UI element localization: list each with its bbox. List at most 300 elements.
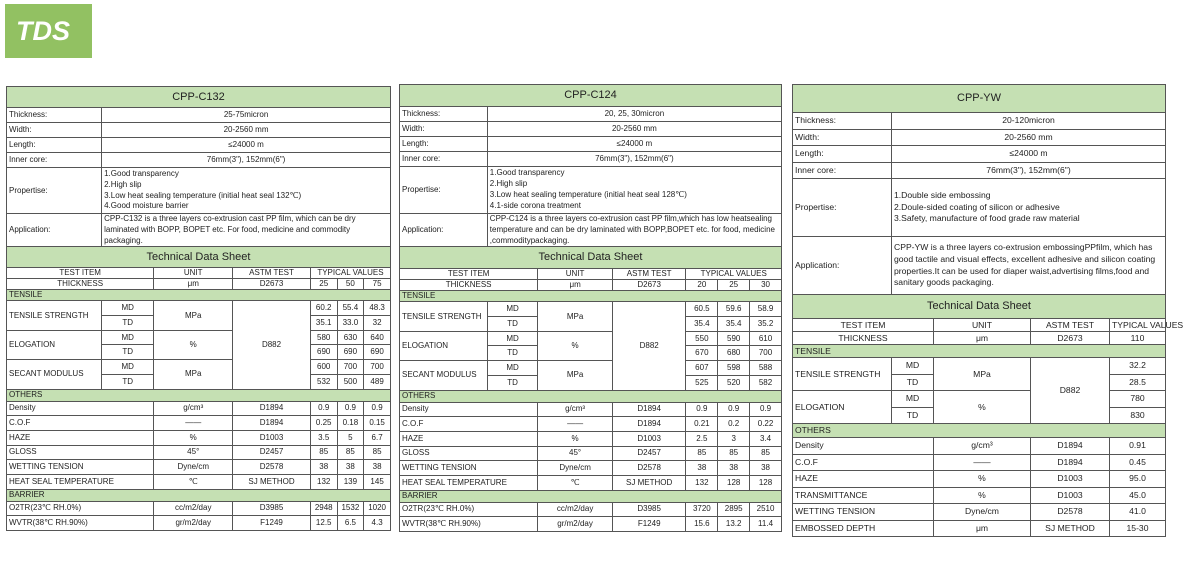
- title-row: [400, 85, 782, 107]
- tensile-item-name: TENSILE STRENGTH: [793, 358, 892, 391]
- others-row: [7, 416, 391, 431]
- header-unit: UNIT: [154, 268, 233, 279]
- tensile-md-value: 55.4: [337, 301, 364, 316]
- others-row: [7, 401, 391, 416]
- barrier-row: [7, 501, 391, 516]
- barrier-value: 2895: [718, 502, 750, 517]
- application-text: CPP-C124 is a three layers co-extrusion cast PP film,which has low heatsealing temperature and can be dry laminated with BOPP,BOPET etc. for food, medicine ,commoditypackaging.: [487, 214, 781, 247]
- section-row: [400, 291, 782, 302]
- others-unit: 45°: [538, 446, 613, 461]
- direction-md: MD: [487, 331, 537, 346]
- tensile-md-value: 32.2: [1110, 358, 1166, 375]
- others-value: 0.15: [364, 416, 391, 431]
- tensile-unit: MPa: [934, 358, 1031, 391]
- others-astm: D1894: [612, 402, 686, 417]
- others-row: [400, 446, 782, 461]
- others-value: 38: [310, 460, 337, 475]
- application-label: Application:: [7, 214, 102, 247]
- tensile-md-value: 610: [750, 331, 782, 346]
- others-unit: ——: [154, 416, 233, 431]
- others-item-name: WETTING TENSION: [793, 504, 934, 521]
- barrier-value: 1020: [364, 501, 391, 516]
- header-unit: UNIT: [934, 319, 1031, 332]
- tensile-md-value: 640: [364, 330, 391, 345]
- others-unit: ℃: [154, 474, 233, 489]
- barrier-value: 15.6: [686, 517, 718, 532]
- others-item-name: Density: [400, 402, 538, 417]
- tensile-td-value: 690: [337, 345, 364, 360]
- application-row: [7, 214, 391, 247]
- others-item-name: HAZE: [793, 471, 934, 488]
- section-barrier: BARRIER: [400, 490, 782, 502]
- spec-value: ≤24000 m: [892, 146, 1166, 163]
- header-test-item: TEST ITEM: [400, 269, 538, 280]
- datasheet-table: [399, 84, 782, 532]
- others-value: 0.9: [337, 401, 364, 416]
- title-row: [793, 85, 1166, 113]
- thickness-astm: D2673: [1031, 332, 1110, 345]
- spec-label: Length:: [7, 138, 102, 153]
- others-value: 132: [310, 474, 337, 489]
- tensile-astm: D882: [612, 302, 686, 390]
- thickness-value: 110: [1110, 332, 1166, 345]
- others-item-name: HAZE: [400, 431, 538, 446]
- section-barrier: BARRIER: [7, 489, 391, 501]
- product-title: CPP-C132: [7, 87, 391, 108]
- spec-row: [7, 123, 391, 138]
- tensile-unit: MPa: [538, 302, 613, 331]
- datasheet-panel: [792, 84, 1183, 537]
- tensile-astm: D882: [233, 301, 311, 389]
- others-item-name: HEAT SEAL TEMPERATURE: [7, 474, 154, 489]
- propertise-row: [400, 167, 782, 214]
- thickness-row: [7, 279, 391, 290]
- others-astm: D1003: [1031, 471, 1110, 488]
- header-typical-values: TYPICAL VALUES: [310, 268, 390, 279]
- others-value: 0.9: [686, 402, 718, 417]
- others-value: 3.5: [310, 430, 337, 445]
- others-astm: D1894: [612, 417, 686, 432]
- others-unit: %: [538, 431, 613, 446]
- others-row: [793, 438, 1166, 455]
- barrier-astm: F1249: [612, 517, 686, 532]
- spec-value: 76mm(3"), 152mm(6"): [892, 162, 1166, 179]
- others-value: 85: [686, 446, 718, 461]
- barrier-item-name: O2TR(23℃ RH.0%): [7, 501, 154, 516]
- others-astm: D2578: [612, 461, 686, 476]
- others-astm: D1894: [233, 401, 311, 416]
- thickness-label: THICKNESS: [400, 280, 538, 291]
- tds-title: Technical Data Sheet: [7, 247, 391, 268]
- tensile-md-value: 60.5: [686, 302, 718, 317]
- tensile-md-value: 59.6: [718, 302, 750, 317]
- others-astm: D2578: [233, 460, 311, 475]
- direction-md: MD: [102, 360, 154, 375]
- thickness-value: 25: [310, 279, 337, 290]
- barrier-row: [400, 517, 782, 532]
- propertise-label: Propertise:: [7, 168, 102, 214]
- section-row: [793, 424, 1166, 438]
- direction-td: TD: [487, 346, 537, 361]
- others-item-name: EMBOSSED DEPTH: [793, 520, 934, 537]
- propertise-item: 4.Good moisture barrier: [104, 201, 189, 211]
- tensile-td-value: 35.4: [718, 317, 750, 332]
- tensile-astm: D882: [1031, 358, 1110, 424]
- others-value: 85: [364, 445, 391, 460]
- others-unit: ℃: [538, 475, 613, 490]
- others-value: 41.0: [1110, 504, 1166, 521]
- datasheet-table: [6, 86, 391, 531]
- tensile-td-value: 830: [1110, 407, 1166, 424]
- tds-title: Technical Data Sheet: [793, 295, 1166, 319]
- propertise-item: 1.Double side embossing: [894, 190, 991, 201]
- others-astm: SJ METHOD: [1031, 520, 1110, 537]
- tensile-item-name: ELOGATION: [7, 330, 102, 359]
- others-unit: μm: [934, 520, 1031, 537]
- tensile-td-value: 35.2: [750, 317, 782, 332]
- tds-badge: TDS: [5, 4, 92, 58]
- tensile-item-name: SECANT MODULUS: [400, 361, 488, 390]
- spec-value: 20-2560 mm: [892, 129, 1166, 146]
- others-astm: D1894: [1031, 438, 1110, 455]
- tensile-md-value: 58.9: [750, 302, 782, 317]
- tensile-md-value: 700: [337, 360, 364, 375]
- others-value: 85: [310, 445, 337, 460]
- others-row: [793, 520, 1166, 537]
- section-tensile: TENSILE: [7, 290, 391, 301]
- spec-row: [7, 153, 391, 168]
- others-item-name: WETTING TENSION: [7, 460, 154, 475]
- barrier-item-name: WVTR(38℃ RH.90%): [7, 516, 154, 531]
- others-item-name: C.O.F: [7, 416, 154, 431]
- spec-row: [400, 137, 782, 152]
- thickness-astm: D2673: [612, 280, 686, 291]
- tensile-md-value: 600: [310, 360, 337, 375]
- others-value: 0.18: [337, 416, 364, 431]
- others-row: [7, 460, 391, 475]
- others-astm: D1894: [233, 416, 311, 431]
- tensile-td-value: 670: [686, 346, 718, 361]
- others-value: 85: [750, 446, 782, 461]
- spec-value: 20, 25, 30micron: [487, 107, 781, 122]
- tensile-md-value: 48.3: [364, 301, 391, 316]
- propertise-item: 1.Good transparency: [489, 168, 565, 178]
- tensile-unit: %: [934, 391, 1031, 424]
- direction-md: MD: [487, 361, 537, 376]
- spec-value: ≤24000 m: [102, 138, 391, 153]
- barrier-unit: gr/m2/day: [538, 517, 613, 532]
- tensile-item-name: ELOGATION: [793, 391, 892, 424]
- others-item-name: HAZE: [7, 430, 154, 445]
- others-value: 128: [718, 475, 750, 490]
- spec-value: ≤24000 m: [487, 137, 781, 152]
- thickness-label: THICKNESS: [793, 332, 934, 345]
- others-value: 38: [686, 461, 718, 476]
- section-others: OTHERS: [400, 390, 782, 402]
- thickness-astm: D2673: [233, 279, 311, 290]
- section-others: OTHERS: [793, 424, 1166, 438]
- others-row: [7, 430, 391, 445]
- spec-label: Inner core:: [7, 153, 102, 168]
- others-item-name: C.O.F: [400, 417, 538, 432]
- thickness-unit: μm: [154, 279, 233, 290]
- others-astm: D1003: [233, 430, 311, 445]
- section-row: [7, 389, 391, 401]
- others-value: 0.9: [750, 402, 782, 417]
- others-unit: Dyne/cm: [538, 461, 613, 476]
- thickness-value: 25: [718, 280, 750, 291]
- direction-td: TD: [487, 375, 537, 390]
- thickness-unit: μm: [934, 332, 1031, 345]
- spec-row: [793, 113, 1166, 130]
- others-row: [7, 445, 391, 460]
- others-row: [400, 402, 782, 417]
- barrier-unit: cc/m2/day: [154, 501, 233, 516]
- others-unit: %: [934, 471, 1031, 488]
- tensile-md-value: 607: [686, 361, 718, 376]
- others-unit: %: [154, 430, 233, 445]
- spec-row: [7, 108, 391, 123]
- barrier-astm: D3985: [612, 502, 686, 517]
- others-astm: SJ METHOD: [612, 475, 686, 490]
- others-value: 38: [364, 460, 391, 475]
- barrier-value: 2510: [750, 502, 782, 517]
- direction-md: MD: [102, 301, 154, 316]
- direction-td: TD: [892, 374, 934, 391]
- application-label: Application:: [793, 237, 892, 295]
- thickness-value: 20: [686, 280, 718, 291]
- section-others: OTHERS: [7, 389, 391, 401]
- propertise-item: 3.Low heat sealing temperature (initial heat seal 132℃): [104, 190, 302, 200]
- others-value: 0.22: [750, 417, 782, 432]
- tensile-row-md: [7, 301, 391, 316]
- others-value: 85: [337, 445, 364, 460]
- spec-label: Width:: [7, 123, 102, 138]
- direction-md: MD: [487, 302, 537, 317]
- spec-value: 76mm(3"), 152mm(6"): [487, 152, 781, 167]
- propertise-item: 2.Doule-sided coating of silicon or adhesive: [894, 201, 1060, 212]
- spec-label: Thickness:: [400, 107, 488, 122]
- propertise-list: [102, 168, 391, 214]
- tensile-td-value: 33.0: [337, 316, 364, 331]
- section-tensile: TENSILE: [793, 345, 1166, 358]
- others-astm: D1894: [1031, 454, 1110, 471]
- others-value: 0.9: [310, 401, 337, 416]
- others-value: 45.0: [1110, 487, 1166, 504]
- others-astm: D2457: [233, 445, 311, 460]
- section-row: [7, 290, 391, 301]
- application-text: CPP-YW is a three layers co-extrusion embossingPPfilm, which has good tactile and visual effects, excellent adhesive and silicon coating properties.It can be used for diaper waist,advertising films,food and sanitary goods packaging.: [892, 237, 1166, 295]
- barrier-value: 1532: [337, 501, 364, 516]
- application-row: [793, 237, 1166, 295]
- barrier-astm: F1249: [233, 516, 311, 531]
- others-row: [400, 475, 782, 490]
- tensile-td-value: 32: [364, 316, 391, 331]
- others-item-name: TRANSMITTANCE: [793, 487, 934, 504]
- barrier-value: 6.5: [337, 516, 364, 531]
- others-unit: ——: [934, 454, 1031, 471]
- tensile-unit: MPa: [538, 361, 613, 390]
- column-header-row: [793, 319, 1166, 332]
- others-item-name: GLOSS: [400, 446, 538, 461]
- others-value: 128: [750, 475, 782, 490]
- tensile-row-md: [400, 302, 782, 317]
- tensile-item-name: ELOGATION: [400, 331, 488, 360]
- tds-title-row: [793, 295, 1166, 319]
- header-test-item: TEST ITEM: [793, 319, 934, 332]
- others-value: 0.9: [718, 402, 750, 417]
- tensile-md-value: 60.2: [310, 301, 337, 316]
- section-row: [400, 390, 782, 402]
- tensile-row-md: [400, 361, 782, 376]
- others-unit: g/cm³: [538, 402, 613, 417]
- tensile-row-md: [400, 331, 782, 346]
- tensile-md-value: 580: [310, 330, 337, 345]
- tensile-unit: MPa: [154, 301, 233, 330]
- section-row: [7, 489, 391, 501]
- others-row: [793, 454, 1166, 471]
- others-value: 145: [364, 474, 391, 489]
- others-row: [7, 474, 391, 489]
- others-value: 0.2: [718, 417, 750, 432]
- section-tensile: TENSILE: [400, 291, 782, 302]
- barrier-item-name: WVTR(38℃ RH.90%): [400, 517, 538, 532]
- others-unit: %: [934, 487, 1031, 504]
- others-value: 38: [718, 461, 750, 476]
- others-value: 15-30: [1110, 520, 1166, 537]
- tensile-td-value: 35.1: [310, 316, 337, 331]
- tensile-unit: %: [538, 331, 613, 360]
- others-value: 0.25: [310, 416, 337, 431]
- tensile-td-value: 532: [310, 374, 337, 389]
- spec-value: 20-2560 mm: [102, 123, 391, 138]
- others-unit: Dyne/cm: [934, 504, 1031, 521]
- tensile-md-value: 550: [686, 331, 718, 346]
- propertise-label: Propertise:: [793, 179, 892, 237]
- spec-label: Thickness:: [7, 108, 102, 123]
- barrier-astm: D3985: [233, 501, 311, 516]
- datasheet-panel: [399, 84, 782, 532]
- thickness-row: [793, 332, 1166, 345]
- header-typical-values: TYPICAL VALUES: [1110, 319, 1166, 332]
- others-unit: g/cm³: [934, 438, 1031, 455]
- tensile-td-value: 489: [364, 374, 391, 389]
- tensile-td-value: 700: [750, 346, 782, 361]
- product-title: CPP-C124: [400, 85, 782, 107]
- others-value: 5: [337, 430, 364, 445]
- others-value: 139: [337, 474, 364, 489]
- others-row: [400, 461, 782, 476]
- others-item-name: WETTING TENSION: [400, 461, 538, 476]
- spec-label: Length:: [400, 137, 488, 152]
- spec-row: [793, 162, 1166, 179]
- others-value: 2.5: [686, 431, 718, 446]
- thickness-value: 75: [364, 279, 391, 290]
- propertise-item: 2.High slip: [104, 179, 142, 189]
- tensile-td-value: 35.4: [686, 317, 718, 332]
- direction-td: TD: [102, 316, 154, 331]
- section-row: [793, 345, 1166, 358]
- propertise-list: [487, 167, 781, 214]
- others-item-name: GLOSS: [7, 445, 154, 460]
- propertise-item: 2.High slip: [489, 179, 528, 189]
- thickness-unit: μm: [538, 280, 613, 291]
- header-astm-test: ASTM TEST: [233, 268, 311, 279]
- others-astm: D2457: [612, 446, 686, 461]
- thickness-row: [400, 280, 782, 291]
- barrier-unit: cc/m2/day: [538, 502, 613, 517]
- thickness-label: THICKNESS: [7, 279, 154, 290]
- spec-label: Width:: [793, 129, 892, 146]
- tensile-td-value: 520: [718, 375, 750, 390]
- propertise-row: [7, 168, 391, 214]
- tensile-row-md: [793, 391, 1166, 408]
- spec-row: [400, 152, 782, 167]
- application-label: Application:: [400, 214, 488, 247]
- others-value: 3: [718, 431, 750, 446]
- direction-md: MD: [892, 358, 934, 375]
- column-header-row: [400, 269, 782, 280]
- tensile-td-value: 28.5: [1110, 374, 1166, 391]
- propertise-item: 3.Low heat sealing temperature (initial heat seal 128℃): [489, 190, 687, 199]
- others-item-name: HEAT SEAL TEMPERATURE: [400, 475, 538, 490]
- others-row: [400, 431, 782, 446]
- barrier-value: 11.4: [750, 517, 782, 532]
- others-value: 0.9: [364, 401, 391, 416]
- propertise-item: 1.Good transparency: [104, 168, 179, 178]
- spec-row: [400, 107, 782, 122]
- propertise-item: 4.1-side corona treatment: [489, 200, 581, 210]
- datasheet-table: [792, 84, 1183, 537]
- spec-row: [400, 122, 782, 137]
- spec-row: [7, 138, 391, 153]
- spec-label: Thickness:: [793, 113, 892, 130]
- header-test-item: TEST ITEM: [7, 268, 154, 279]
- spec-row: [793, 129, 1166, 146]
- column-header-row: [7, 268, 391, 279]
- others-row: [400, 417, 782, 432]
- others-value: 38: [337, 460, 364, 475]
- propertise-label: Propertise:: [400, 167, 488, 214]
- tensile-td-value: 500: [337, 374, 364, 389]
- others-item-name: C.O.F: [793, 454, 934, 471]
- spec-value: 76mm(3"), 152mm(6"): [102, 153, 391, 168]
- others-unit: Dyne/cm: [154, 460, 233, 475]
- application-row: [400, 214, 782, 247]
- others-value: 0.45: [1110, 454, 1166, 471]
- barrier-value: 2948: [310, 501, 337, 516]
- spec-value: 25-75micron: [102, 108, 391, 123]
- tensile-md-value: 588: [750, 361, 782, 376]
- spec-value: 20-120micron: [892, 113, 1166, 130]
- spec-row: [793, 146, 1166, 163]
- others-value: 85: [718, 446, 750, 461]
- tensile-unit: MPa: [154, 360, 233, 389]
- tds-title-row: [7, 247, 391, 268]
- propertise-list: [892, 179, 1166, 237]
- others-item-name: Density: [793, 438, 934, 455]
- tensile-md-value: 630: [337, 330, 364, 345]
- tensile-td-value: 690: [310, 345, 337, 360]
- others-row: [793, 504, 1166, 521]
- tensile-item-name: TENSILE STRENGTH: [7, 301, 102, 330]
- tensile-row-md: [7, 330, 391, 345]
- direction-td: TD: [102, 345, 154, 360]
- direction-td: TD: [102, 374, 154, 389]
- others-value: 38: [750, 461, 782, 476]
- barrier-value: 3720: [686, 502, 718, 517]
- tensile-item-name: SECANT MODULUS: [7, 360, 102, 389]
